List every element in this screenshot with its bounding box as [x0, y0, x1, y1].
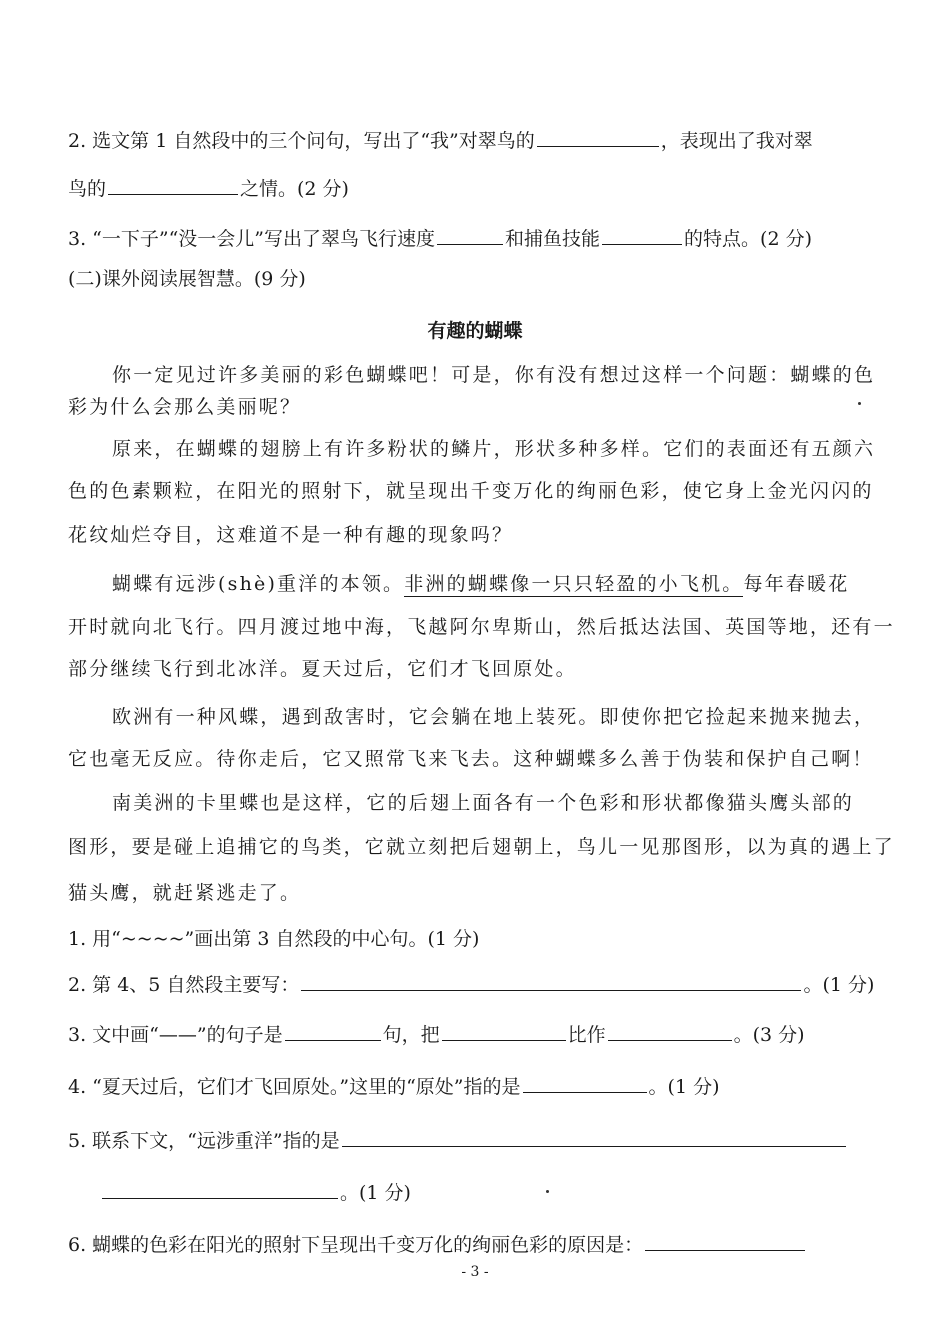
q3b-text-d: 。(3 分): [733, 1024, 805, 1046]
question-2: [68, 972, 886, 998]
paragraph-5-line-1: 南美洲的卡里蝶也是这样，它的后翅上面各有一个色彩和形状都像猫头鹰头部的: [112, 792, 855, 814]
paragraph-2-line-1: 原来，在蝴蝶的翅膀上有许多粉状的鳞片，形状多种多样。它们的表面还有五颜六: [112, 438, 876, 460]
question-3-line: [68, 226, 886, 252]
q2b-text-b: 。(1 分): [803, 974, 875, 996]
answer-blank[interactable]: [523, 1074, 647, 1093]
paragraph-5-line-3: 猫头鹰，就赶紧逃走了。: [68, 882, 302, 904]
q6-text-a: 6. 蝴蝶的色彩在阳光的照射下呈现出千变万化的绚丽色彩的原因是：: [68, 1234, 644, 1256]
section-heading: (二)课外阅读展智慧。(9 分): [68, 268, 306, 290]
q2b-text-a: 2. 第 4、5 自然段主要写：: [68, 974, 300, 996]
passage-title: 有趣的蝴蝶: [427, 320, 523, 342]
answer-blank[interactable]: [342, 1128, 846, 1147]
paragraph-3-line-3: 部分继续飞行到北冰洋。夏天过后，它们才飞回原处。: [68, 658, 577, 680]
question-1: 1. 用“~~~~”画出第 3 自然段的中心句。(1 分): [68, 928, 480, 950]
q5-text-a: 5. 联系下文，“远涉重洋”指的是: [68, 1130, 340, 1152]
answer-blank[interactable]: [285, 1022, 381, 1041]
q4-text-b: 。(1 分): [648, 1076, 720, 1098]
answer-blank[interactable]: [537, 128, 659, 147]
underlined-sentence: 非洲的蝴蝶像一只只轻盈的小飞机。: [404, 573, 744, 595]
paragraph-2-line-3: 花纹灿烂夺目，这难道不是一种有趣的现象吗？: [68, 524, 514, 546]
answer-blank[interactable]: [442, 1022, 566, 1041]
scan-speck: [546, 1190, 549, 1193]
q3b-text-b: 句，把: [382, 1024, 440, 1046]
q2-text-a: 2. 选文第 1 自然段中的三个问句，写出了“我”对翠鸟的: [68, 130, 535, 152]
answer-blank[interactable]: [102, 1180, 338, 1199]
q5-text-b: 。(1 分): [340, 1182, 411, 1204]
scan-speck: [858, 402, 861, 405]
p3-text-a: 蝴蝶有远涉(shè)重洋的本领。: [112, 573, 405, 595]
paragraph-3-line-1: [112, 571, 886, 597]
q3b-text-c: 比作: [567, 1024, 606, 1046]
question-5-line-2: [100, 1180, 886, 1206]
paragraph-4-line-1: 欧洲有一种风蝶，遇到敌害时，它会躺在地上装死。即使你把它捡起来抛来抛去，: [112, 706, 876, 728]
answer-blank[interactable]: [301, 972, 801, 991]
question-4: [68, 1074, 886, 1100]
paragraph-2-line-2: 色的色素颗粒，在阳光的照射下，就呈现出千变万化的绚丽色彩，使它身上金光闪闪的: [68, 480, 874, 502]
paragraph-3-line-2: 开时就向北飞行。四月渡过地中海，飞越阿尔卑斯山，然后抵达法国、英国等地，还有一: [68, 616, 895, 638]
q4-text-a: 4. “夏天过后，它们才飞回原处。”这里的“原处”指的是: [68, 1076, 521, 1098]
question-5-line-1: [68, 1128, 886, 1154]
question-2-line-1: [68, 128, 886, 154]
paragraph-1-line-1: 你一定见过许多美丽的彩色蝴蝶吧！可是，你有没有想过这样一个问题：蝴蝶的色: [112, 364, 876, 386]
answer-blank[interactable]: [602, 226, 682, 245]
page-number: - 3 -: [461, 1264, 489, 1280]
answer-blank[interactable]: [608, 1022, 732, 1041]
q3-text-b: 和捕鱼技能: [505, 228, 601, 250]
answer-blank[interactable]: [437, 226, 503, 245]
q3-text-a: 3. “一下子”“没一会儿”写出了翠鸟飞行速度: [68, 228, 436, 250]
paragraph-4-line-2: 它也毫无反应。待你走后，它又照常飞来飞去。这种蝴蝶多么善于伪装和保护自己啊！: [68, 748, 874, 770]
q3-text-c: 的特点。(2 分): [684, 228, 813, 250]
question-6: [68, 1232, 886, 1258]
question-2-line-2: [68, 176, 886, 202]
q2-text-c: 鸟的: [68, 178, 107, 200]
p3-text-b: 每年春暖花: [743, 573, 850, 595]
q2-text-d: 之情。(2 分): [240, 178, 349, 200]
paragraph-1-line-2: 彩为什么会那么美丽呢？: [68, 396, 302, 418]
paragraph-5-line-2: 图形，要是碰上追捕它的鸟类，它就立刻把后翅朝上，鸟儿一见那图形，以为真的遇上了: [68, 836, 895, 858]
q2-text-b: ，表现出了我对翠: [660, 130, 813, 152]
answer-blank[interactable]: [645, 1232, 805, 1251]
answer-blank[interactable]: [108, 176, 238, 195]
question-3: [68, 1022, 886, 1048]
q3b-text-a: 3. 文中画“——”的句子是: [68, 1024, 283, 1046]
